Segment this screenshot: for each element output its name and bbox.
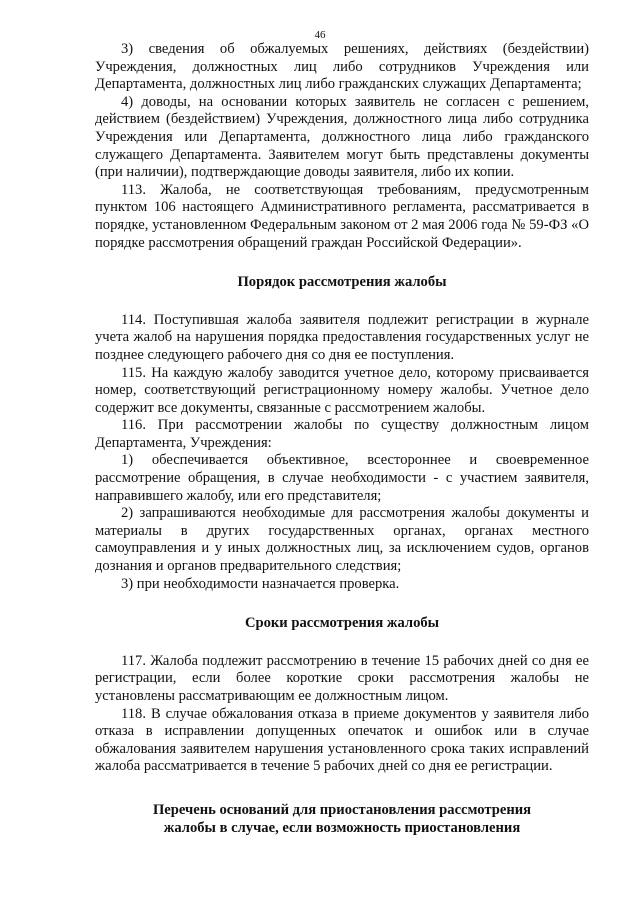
section-heading-suspension-line-2: жалобы в случае, если возможность приостановления <box>163 819 521 836</box>
paragraph-item-4: 4) доводы, на основании которых заявитель не согласен с решением, действием (бездействием) Учреждения, должностного лица либо сотрудника Учреждения или Департамента, должностного лица либо гражданского служащего Департамента. Заявителем могут быть представлены документы (при наличии), подтверждающие доводы заявителя, либо их копии. <box>95 93 589 181</box>
paragraph-item-3: 3) сведения об обжалуемых решениях, действиях (бездействии) Учреждения, должностных лиц либо сотрудников Учреждения или Департамента, должностных лиц либо гражданских служащих Департамента; <box>95 41 589 93</box>
paragraph-116-item-3: 3) при необходимости назначается проверка. <box>121 575 400 592</box>
paragraph-117: 117. Жалоба подлежит рассмотрению в течение 15 рабочих дней со дня ее регистрации, если более короткие сроки рассмотрения жалобы не установлены рассматривающим ее должностным лицом. <box>95 652 589 704</box>
document-body <box>95 41 589 837</box>
section-heading-suspension-line-1: Перечень оснований для приостановления рассмотрения <box>152 801 532 818</box>
page-number: 46 <box>314 29 326 41</box>
paragraph-113: 113. Жалоба, не соответствующая требованиям, предусмотренным пунктом 106 настоящего Административного регламента, рассматривается в порядке, установленном Федеральным законом от 2 мая 2006 года № 59-ФЗ «О порядке рассмотрения обращений граждан Российской Федерации». <box>95 181 589 251</box>
paragraph-116-item-2: 2) запрашиваются необходимые для рассмотрения жалобы документы и материалы в других государственных органах, органах местного самоуправления и у иных должностных лиц, за исключением судов, органов дознания и органов предварительного следствия; <box>95 505 589 575</box>
paragraph-116-item-1: 1) обеспечивается объективное, всестороннее и своевременное рассмотрение обращения, в случае необходимости - с участием заявителя, направившего жалобу, или его представителя; <box>95 452 589 504</box>
section-heading-review-procedure: Порядок рассмотрения жалобы <box>237 274 447 291</box>
paragraph-116: 116. При рассмотрении жалобы по существу должностным лицом Департамента, Учреждения: <box>95 417 589 451</box>
section-heading-review-terms: Сроки рассмотрения жалобы <box>244 615 440 632</box>
paragraph-118: 118. В случае обжалования отказа в приеме документов у заявителя либо отказа в исправлении допущенных опечаток и ошибок или в случае обжалования заявителем нарушения установленного срока таких исправлений жалоба рассматривается в течение 5 рабочих дней со дня ее регистрации. <box>95 705 589 775</box>
paragraph-115: 115. На каждую жалобу заводится учетное дело, которому присваивается номер, соответствующий регистрационному номеру жалобы. Учетное дело содержит все документы, связанные с рассмотрением жалобы. <box>95 364 589 416</box>
paragraph-114: 114. Поступившая жалоба заявителя подлежит регистрации в журнале учета жалоб на нарушения порядка предоставления государственных услуг не позднее следующего рабочего дня со дня ее поступления. <box>95 311 589 363</box>
